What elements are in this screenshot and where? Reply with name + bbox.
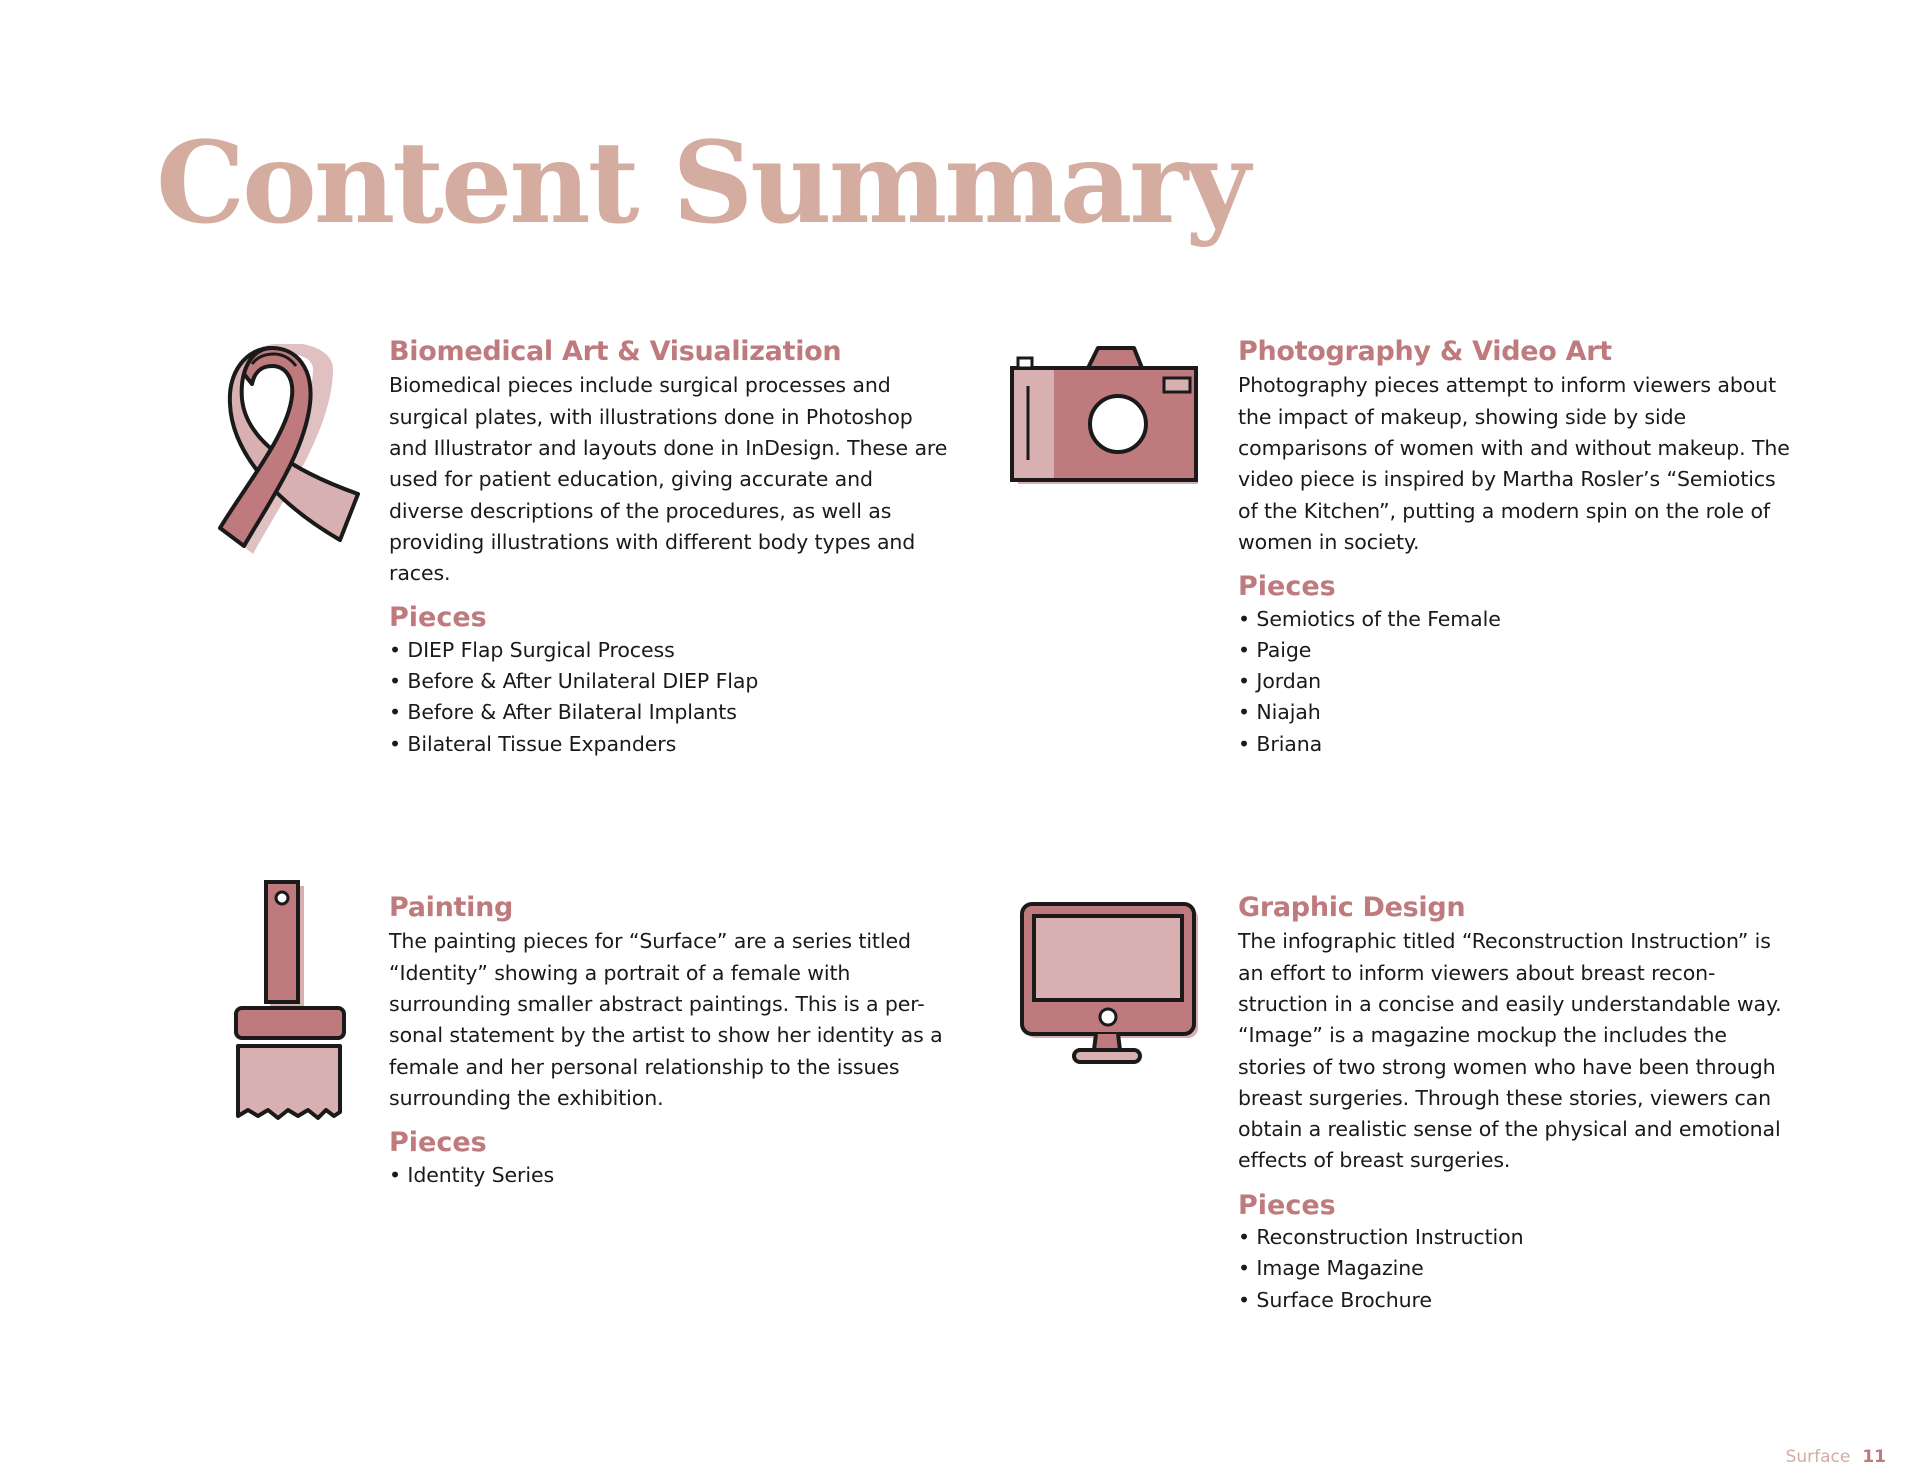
- list-item: • Paige: [1238, 635, 1798, 666]
- footer-publication-name: Surface: [1785, 1447, 1851, 1467]
- pieces-list: [389, 1160, 949, 1191]
- section-biomedical: [389, 336, 949, 760]
- pieces-heading: Pieces: [1238, 571, 1336, 603]
- list-item: • Image Magazine: [1238, 1253, 1798, 1284]
- list-item: • Jordan: [1238, 666, 1798, 697]
- list-item: • DIEP Flap Surgical Process: [389, 635, 949, 666]
- list-item: • Reconstruction Instruction: [1238, 1222, 1798, 1253]
- pieces-heading: Pieces: [1238, 1189, 1336, 1221]
- section-painting: [389, 892, 949, 1191]
- pieces-heading: Pieces: [389, 1127, 487, 1159]
- page-number: 11: [1862, 1447, 1886, 1467]
- monitor-icon: [1018, 900, 1202, 1070]
- list-item: • Briana: [1238, 729, 1798, 760]
- pieces-list: [1238, 604, 1798, 760]
- pieces-list: [389, 635, 949, 760]
- section-heading: Graphic Design: [1238, 892, 1466, 923]
- paintbrush-icon: [228, 880, 348, 1140]
- section-graphic-design: [1238, 892, 1798, 1316]
- section-photography: [1238, 336, 1798, 760]
- ribbon-icon: [218, 344, 368, 580]
- section-description: Photography pieces attempt to inform viewers about the impact of makeup, showing side by side comparisons of women with and without makeup. The video piece is inspired by Martha Rosler’s “Semiotics of the Kitchen”, putting a modern spin on the role of women in society.: [1238, 373, 1790, 554]
- camera-icon: [1008, 342, 1208, 490]
- list-item: • Before & After Bilateral Implants: [389, 697, 949, 728]
- page-footer: [1786, 1447, 1886, 1467]
- section-heading: Photography & Video Art: [1238, 336, 1612, 367]
- pieces-list: [1238, 1222, 1798, 1316]
- section-description: The painting pieces for “Surface” are a series titled “Identity” showing a portrait of a female with surrounding smaller abstract paintings. This is a per- sonal statement by the artist to show her identity as a female and her personal relationship to the issues surrounding the exhibition.: [389, 929, 943, 1110]
- list-item: • Bilateral Tissue Expanders: [389, 729, 949, 760]
- pieces-heading: Pieces: [389, 602, 487, 634]
- list-item: • Before & After Unilateral DIEP Flap: [389, 666, 949, 697]
- list-item: • Semiotics of the Female: [1238, 604, 1798, 635]
- list-item: • Surface Brochure: [1238, 1285, 1798, 1316]
- section-heading: Painting: [389, 892, 514, 923]
- section-description: The infographic titled “Reconstruction Instruction” is an effort to inform viewers about breast recon- struction in a concise and easily understandable way. “Image” is a magazine mockup the includes the stories of two strong women who have been through breast surgeries. Through these stories, viewers can obtain a realistic sense of the physical and emotional effects of breast surgeries.: [1238, 929, 1782, 1173]
- list-item: • Identity Series: [389, 1160, 949, 1191]
- section-heading: Biomedical Art & Visualization: [389, 336, 842, 367]
- page-title: Content Summary: [156, 118, 1248, 249]
- list-item: • Niajah: [1238, 697, 1798, 728]
- section-description: Biomedical pieces include surgical processes and surgical plates, with illustrations done in Photoshop and Illustrator and layouts done in InDesign. These are used for patient education, giving accurate and diverse descriptions of the procedures, as well as providing illustrations with different body types and races.: [389, 373, 948, 586]
